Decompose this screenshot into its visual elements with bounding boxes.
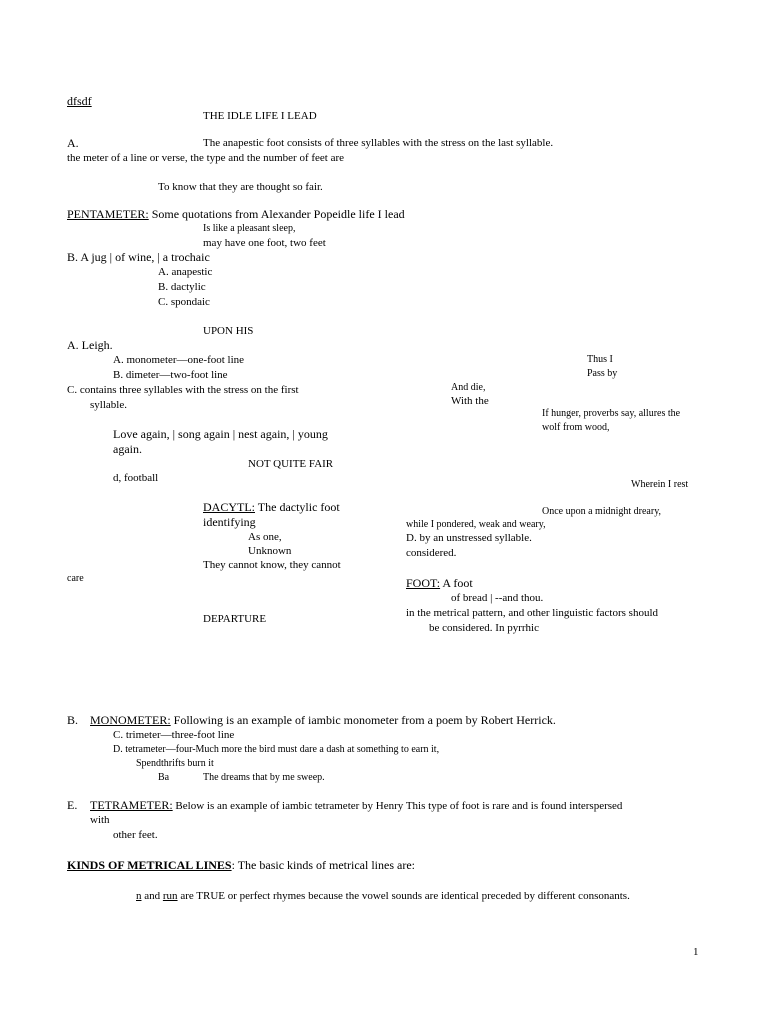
text-line: Pass by [587,368,618,379]
text-line: the meter of a line or verse, the type and the number of feet are [67,152,345,164]
text-line: d, football [113,472,159,484]
text-line: other feet. [113,829,158,841]
text-line: The dactylic foot [255,500,340,514]
text-line: A foot [440,576,473,590]
list-item: B. dactylic [158,281,206,293]
text-line: Some quotations from Alexander Popeidle life I lead [148,207,405,221]
text-fragment: and [141,890,163,902]
item-label-e: E. [67,798,78,812]
text-line: of bread | --and thou. [451,592,544,604]
item-label-b: B. [67,713,79,727]
text-line: considered. [406,547,457,559]
pentameter-heading: PENTAMETER: [67,207,149,221]
text-line: Spendthrifts burn it [136,758,214,769]
rhyme-line [136,890,630,903]
dactyl-heading: DACYTL: [203,500,255,514]
title-departure: DEPARTURE [203,613,267,625]
text-line: Love again, | song again | nest again, | young [113,427,328,441]
list-item: B. A jug | of wine, | a trochaic [67,250,210,264]
tetrameter-heading: TETRAMETER: [90,798,173,812]
text-line: again. [113,442,142,456]
text-line: Wherein I rest [631,479,689,490]
list-item: D. tetrameter—four-Much more the bird must dare a dash at something to earn it, [113,744,440,755]
word-n: n [136,890,142,902]
title-idle-life: THE IDLE LIFE I LEAD [203,110,317,122]
text-line: Below is an example of iambic tetrameter by Henry This type of foot is rare and is found interspersed [172,800,623,812]
text-line: syllable. [90,399,127,411]
title-upon-his: UPON HIS [203,325,254,337]
text-line: may have one foot, two feet [203,237,326,249]
text-line: while I pondered, weak and weary, [406,519,546,530]
list-item: A. Leigh. [67,338,113,352]
text-line: Following is an example of iambic monometer from a poem by Robert Herrick. [170,713,556,727]
pentameter-line [67,208,405,222]
word-run: run [162,890,178,902]
monometer-line [90,714,556,728]
list-item: C. trimeter—three-foot line [113,729,235,741]
text-line: Ba [158,772,170,783]
text-line: Once upon a midnight dreary, [542,506,662,517]
text-line: Is like a pleasant sleep, [203,223,296,234]
text-line: care [67,573,84,584]
text-line: If hunger, proverbs say, allures the [542,408,681,419]
dactyl-line [203,501,340,515]
foot-line [406,577,473,591]
item-label-a: A. [67,136,79,150]
text-line: With the [451,395,489,407]
heading-dfsdf: dfsdf [67,94,92,108]
text-line: : The basic kinds of metrical lines are: [231,858,415,872]
text-line: As one, [248,531,282,543]
text-line: be considered. In pyrrhic [429,622,539,634]
list-item: C. spondaic [158,296,210,308]
list-item: B. dimeter—two-foot line [113,369,228,381]
page-number: 1 [693,946,699,958]
tetrameter-line [90,799,622,813]
foot-heading: FOOT: [406,576,441,590]
text-fragment: are TRUE or perfect rhymes because the vowel sounds are identical preceded by different consonants. [177,890,630,902]
text-line: And die, [451,382,486,393]
text-line: wolf from wood, [542,422,610,433]
kinds-heading: KINDS OF METRICAL LINES [67,858,232,872]
text-line: in the metrical pattern, and other linguistic factors should [406,607,659,619]
text-line: identifying [203,515,256,529]
text-line: To know that they are thought so fair. [158,181,323,193]
list-item: D. by an unstressed syllable. [406,532,532,544]
text-line: The dreams that by me sweep. [203,772,325,783]
list-item: A. anapestic [158,266,213,278]
kinds-line [67,859,415,873]
text-line: Thus I [587,354,613,365]
list-item: C. contains three syllables with the stress on the first [67,384,299,396]
title-not-quite-fair: NOT QUITE FAIR [248,458,334,470]
list-item: A. monometer—one-foot line [113,354,245,366]
monometer-heading: MONOMETER: [90,713,171,727]
text-line: with [90,814,110,826]
text-line: The anapestic foot consists of three syllables with the stress on the last syllable. [203,137,554,149]
text-line: They cannot know, they cannot [203,559,341,571]
text-line: Unknown [248,545,292,557]
